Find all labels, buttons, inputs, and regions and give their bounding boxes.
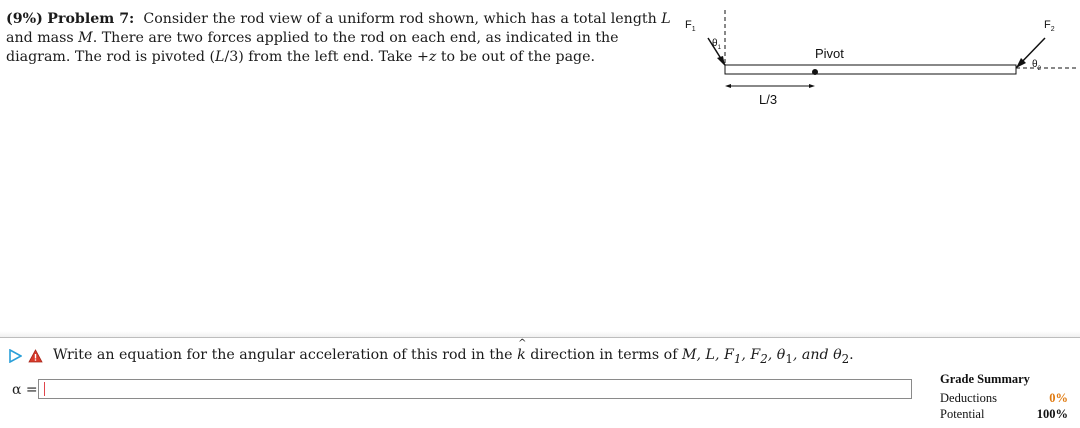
k-hat: k ^ <box>517 337 527 363</box>
deductions-value: 0% <box>1049 391 1068 405</box>
problem-statement <box>6 10 678 67</box>
grade-summary <box>940 372 1068 422</box>
f2-label: $F_2$ <box>1044 19 1055 33</box>
expand-hint-icon[interactable] <box>8 349 22 363</box>
question-prompt <box>8 337 854 366</box>
var-M: M <box>78 30 93 46</box>
potential-label: Potential <box>940 407 985 421</box>
theta2-label: $\theta_2$ <box>1032 59 1041 72</box>
problem-text-5: to be out of the page. <box>436 49 596 65</box>
theta1-label: $\theta_1$ <box>712 38 721 51</box>
var-L: L <box>661 11 671 27</box>
var-z: z <box>428 49 437 65</box>
answer-input[interactable] <box>38 379 912 399</box>
warning-icon <box>28 349 43 363</box>
problem-text-3: . There are two forces applied to the rod on each end, as indicated in the diagram. The rod is pivoted ( <box>6 30 619 65</box>
potential-row <box>940 406 1068 422</box>
rod-diagram <box>680 8 1080 108</box>
pivot-dot <box>812 69 818 75</box>
text-caret <box>44 382 45 396</box>
l3-label: L/3 <box>759 92 778 107</box>
question-part <box>0 337 1080 428</box>
problem-weight: (9%) <box>6 11 43 27</box>
f1-arrowhead <box>717 56 725 66</box>
l3-arrowhead-left <box>725 84 731 88</box>
problem-label: Problem 7: <box>47 11 135 27</box>
grade-summary-title: Grade Summary <box>940 372 1030 386</box>
problem-text-4: /3) from the left end. Take + <box>224 49 429 65</box>
l3-arrowhead-right <box>809 84 815 88</box>
deductions-row <box>940 390 1068 406</box>
pivot-label: Pivot <box>815 46 844 61</box>
problem-text-1: Consider the rod view of a uniform rod shown, which has a total length <box>143 11 662 27</box>
f1-label: $F_1$ <box>685 19 696 33</box>
var-L-pivot: L <box>215 49 225 65</box>
deductions-label: Deductions <box>940 391 997 405</box>
answer-label: α = <box>12 382 38 398</box>
question-text: Write an equation for the angular acceleration of this rod in the k ^ direction in terms of M, L, $F_1$, $F_2$, $\theta_1$, and $\theta_2$. <box>53 337 854 366</box>
problem-text-2: and mass <box>6 30 79 46</box>
rod <box>725 65 1016 74</box>
potential-value: 100% <box>1036 407 1068 421</box>
